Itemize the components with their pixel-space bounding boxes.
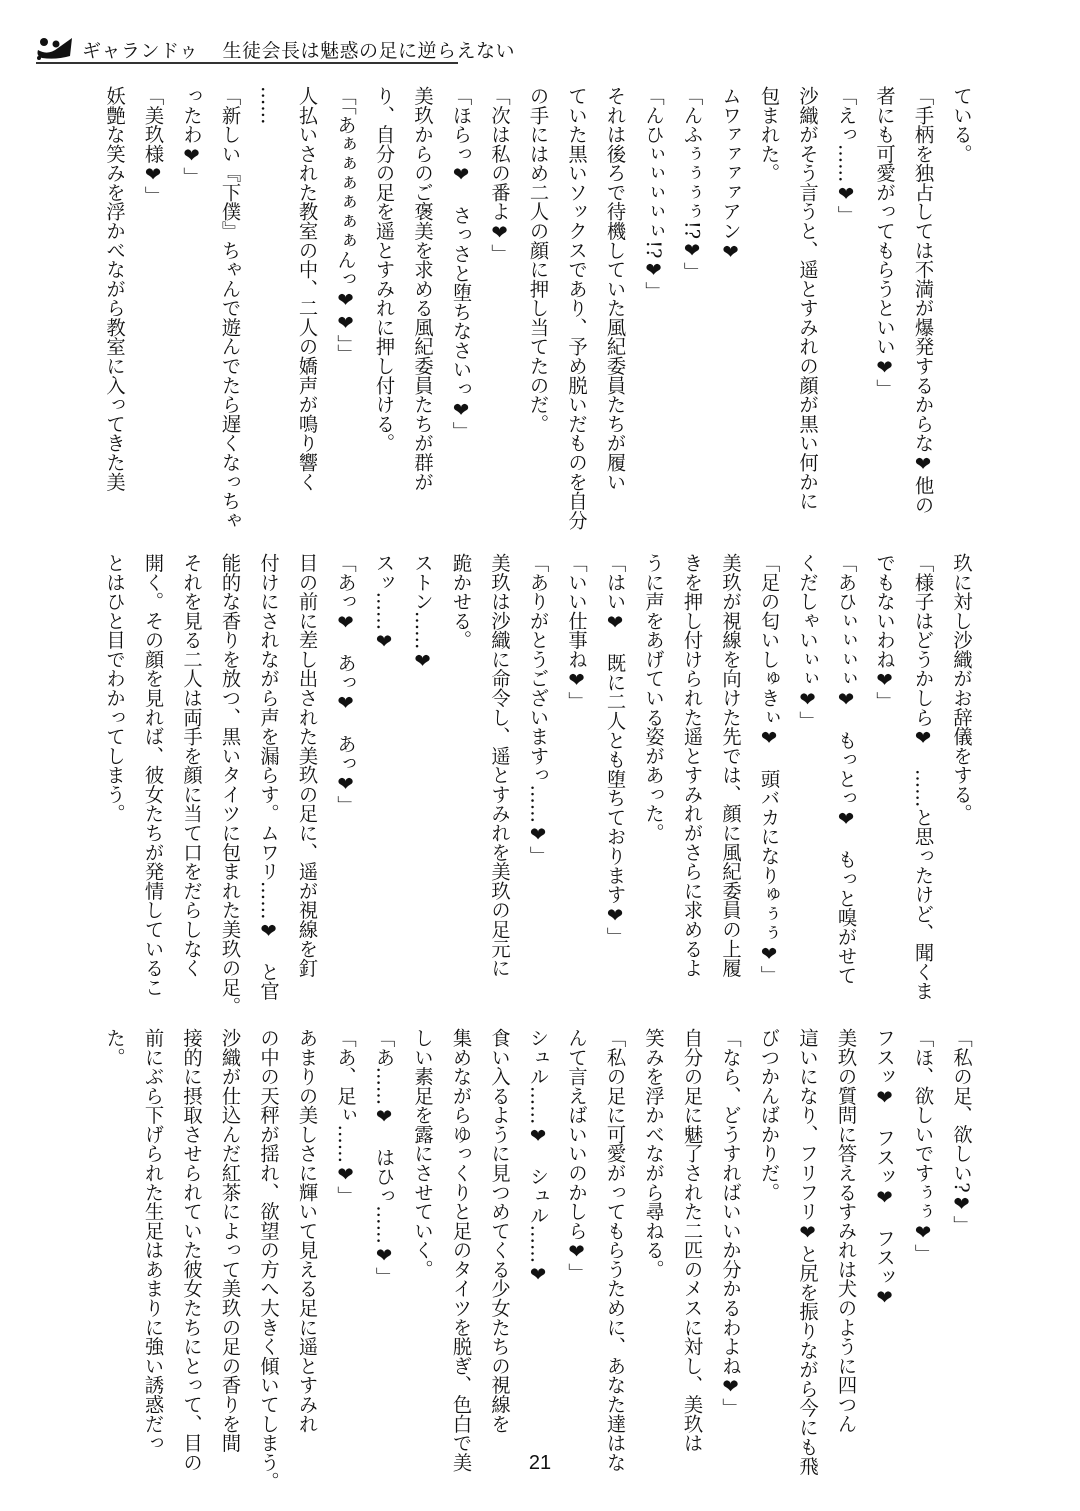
text-line: 「次は私の番よ❤」 xyxy=(488,86,511,264)
header-title xyxy=(82,36,515,63)
text-line: スッ……❤ xyxy=(372,553,396,654)
text-line: 「はい❤ 既に二人とも堕ちております❤」 xyxy=(603,553,627,947)
text-line: ている。 xyxy=(950,86,973,164)
text-line: ストン……❤ xyxy=(411,553,434,673)
text-line: 美玖からのご褒美を求める風紀委員たちが群が xyxy=(411,86,434,492)
text-line: 人払いされた教室の中、二人の嬌声が鳴り響く xyxy=(295,86,319,492)
text-line: でもないわね❤」 xyxy=(873,553,896,712)
text-line: 「あひぃぃぃぃ❤ もっとっ❤ もっと嗅がせて xyxy=(834,553,858,985)
text-line: の手にはめ二人の顔に押し当てたのだ。 xyxy=(526,86,550,434)
running-header xyxy=(36,32,516,64)
text-line: の中の天秤が揺れ、欲望の方へ大きく傾いてしまう。 xyxy=(257,1028,280,1491)
text-line: 開く。その顔を見れば、彼女たちが発情しているこ xyxy=(141,553,165,997)
text-line: た。 xyxy=(103,1028,126,1067)
text-line: しい素足を露にさせていく。 xyxy=(411,1028,434,1279)
text-line: 美玖が視線を向けた先では、顔に風紀委員の上履 xyxy=(719,553,742,978)
text-line: ったわ❤」 xyxy=(180,86,203,187)
text-line: びつかんばかりだ。 xyxy=(757,1028,781,1202)
text-line: 妖艶な笑みを浮かべながら教室に入ってきた美 xyxy=(103,86,126,492)
text-line: あまりの美しさに輝いて見える足に遥とすみれ xyxy=(295,1028,319,1434)
text-line: …… xyxy=(257,86,280,125)
circle-name: ギャランドゥ xyxy=(82,40,199,62)
text-line: きを押し付けられた遥とすみれがさらに求めるよ xyxy=(680,553,704,978)
text-line: フスッ❤ フスッ❤ フスッ❤ xyxy=(873,1028,896,1310)
text-line: それは後ろで待機していた風紀委員たちが履い xyxy=(603,86,627,492)
text-line: うに声をあげている姿があった。 xyxy=(642,553,665,843)
text-line: 「美玖様❤」 xyxy=(141,86,165,206)
text-line: 目の前に差し出された美玖の足に、遥が視線を釘 xyxy=(295,553,319,978)
text-tier-2 xyxy=(96,553,980,1016)
book-title: 生徒会長は魅惑の足に逆らえない xyxy=(222,40,516,62)
text-line: 「ほらっ❤ さっさと堕ちなさいっ❤」 xyxy=(449,86,473,441)
text-line: 沙織がそう言うと、遥とすみれの顔が黒い何かに xyxy=(796,86,819,511)
text-line: 「ありがとうございますっ……❤」 xyxy=(526,553,550,866)
text-line: 者にも可愛がってもらうといい❤」 xyxy=(873,86,896,399)
text-line: 「いい仕事ね❤」 xyxy=(565,553,588,712)
text-line: 「新しい『下僕』ちゃんで遊んでたら遅くなっちゃ xyxy=(218,86,242,530)
text-line: 美玖は沙織に命令し、遥とすみれを美玖の足元に xyxy=(488,553,511,978)
text-line: 「足の匂いしゅきぃ❤ 頭バカになりゅぅぅ❤」 xyxy=(757,553,781,985)
text-line: 「様子はどうかしら❤ ……と思ったけど、聞くま xyxy=(911,553,935,1001)
text-line: 「あっ❤ あっ❤ あっ❤」 xyxy=(334,553,357,815)
text-line: 「あ、足ぃ……❤」 xyxy=(334,1028,357,1206)
text-line: くだしゃいぃぃ❤」 xyxy=(796,553,819,731)
text-line: 食い入るように見つめてくる少女たちの視線を xyxy=(488,1028,511,1434)
text-line: 「ほ、欲しいですぅぅ❤」 xyxy=(911,1028,935,1264)
text-line: り、自分の足を遥とすみれに押し付ける。 xyxy=(372,86,396,453)
text-line: 「んひぃぃぃぃぃ!?❤」 xyxy=(642,86,665,301)
text-line: 「んふぅぅぅぅ!?❤」 xyxy=(680,86,704,282)
text-tier-1 xyxy=(96,86,980,536)
text-tier-3 xyxy=(96,1028,980,1491)
text-line: 付けにされながら声を漏らす。ムワリ……❤ と官 xyxy=(257,553,280,1001)
text-line: 這いになり、フリフリ❤と尻を振りながら今にも飛 xyxy=(796,1028,819,1476)
text-line: 「「あぁぁぁぁぁぁんっ❤❤」」 xyxy=(334,86,357,364)
text-line: 前にぶら下げられた生足はあまりに強い誘惑だっ xyxy=(141,1028,165,1453)
text-line: それを見る二人は両手を顔に当て口をだらしなく xyxy=(180,553,203,978)
text-line: 「私の足に可愛がってもらうために、あなた達はな xyxy=(603,1028,627,1472)
text-line: んて言えばいいのかしら❤」 xyxy=(565,1028,588,1283)
circle-logo-icon xyxy=(36,34,76,60)
text-line: 美玖の質問に答えるすみれは犬のように四つん xyxy=(834,1028,858,1434)
text-line: 沙織が仕込んだ紅茶によって美玖の足の香りを間 xyxy=(218,1028,242,1453)
text-line: 跪かせる。 xyxy=(449,553,473,650)
text-line: ていた黒いソックスであり、予め脱いだものを自分 xyxy=(565,86,588,530)
text-line: 能的な香りを放つ、黒いタイツに包まれた美玖の足。 xyxy=(218,553,242,1016)
text-line: 「えっ……❤」 xyxy=(834,86,858,225)
text-line: 「あ……❤ はひっ……❤」 xyxy=(372,1028,396,1287)
text-line: 「なら、どうすればいいか分かるわよね❤」 xyxy=(719,1028,742,1418)
text-line: 「手柄を独占しては不満が爆発するからな❤他の xyxy=(911,86,935,515)
text-line: シュル……❤ シュル……❤ xyxy=(526,1028,550,1287)
text-line: とはひと目でわかってしまう。 xyxy=(103,553,126,824)
text-line: 接的に摂取させられていた彼女たちにとって、目の xyxy=(180,1028,203,1472)
text-line: 集めながらゆっくりと足のタイツを脱ぎ、色白で美 xyxy=(449,1028,473,1472)
page-number: 21 xyxy=(528,1452,552,1474)
text-line: 玖に対し沙織がお辞儀をする。 xyxy=(950,553,973,824)
text-line: 自分の足に魅了された二匹のメスに対し、美玖は xyxy=(680,1028,704,1453)
text-line: 包まれた。 xyxy=(757,86,781,183)
text-line: 笑みを浮かべながら尋ねる。 xyxy=(642,1028,665,1279)
text-line: ムワァァァァアン❤ xyxy=(719,86,742,264)
text-line: 「私の足、欲しい?❤」 xyxy=(950,1028,973,1235)
